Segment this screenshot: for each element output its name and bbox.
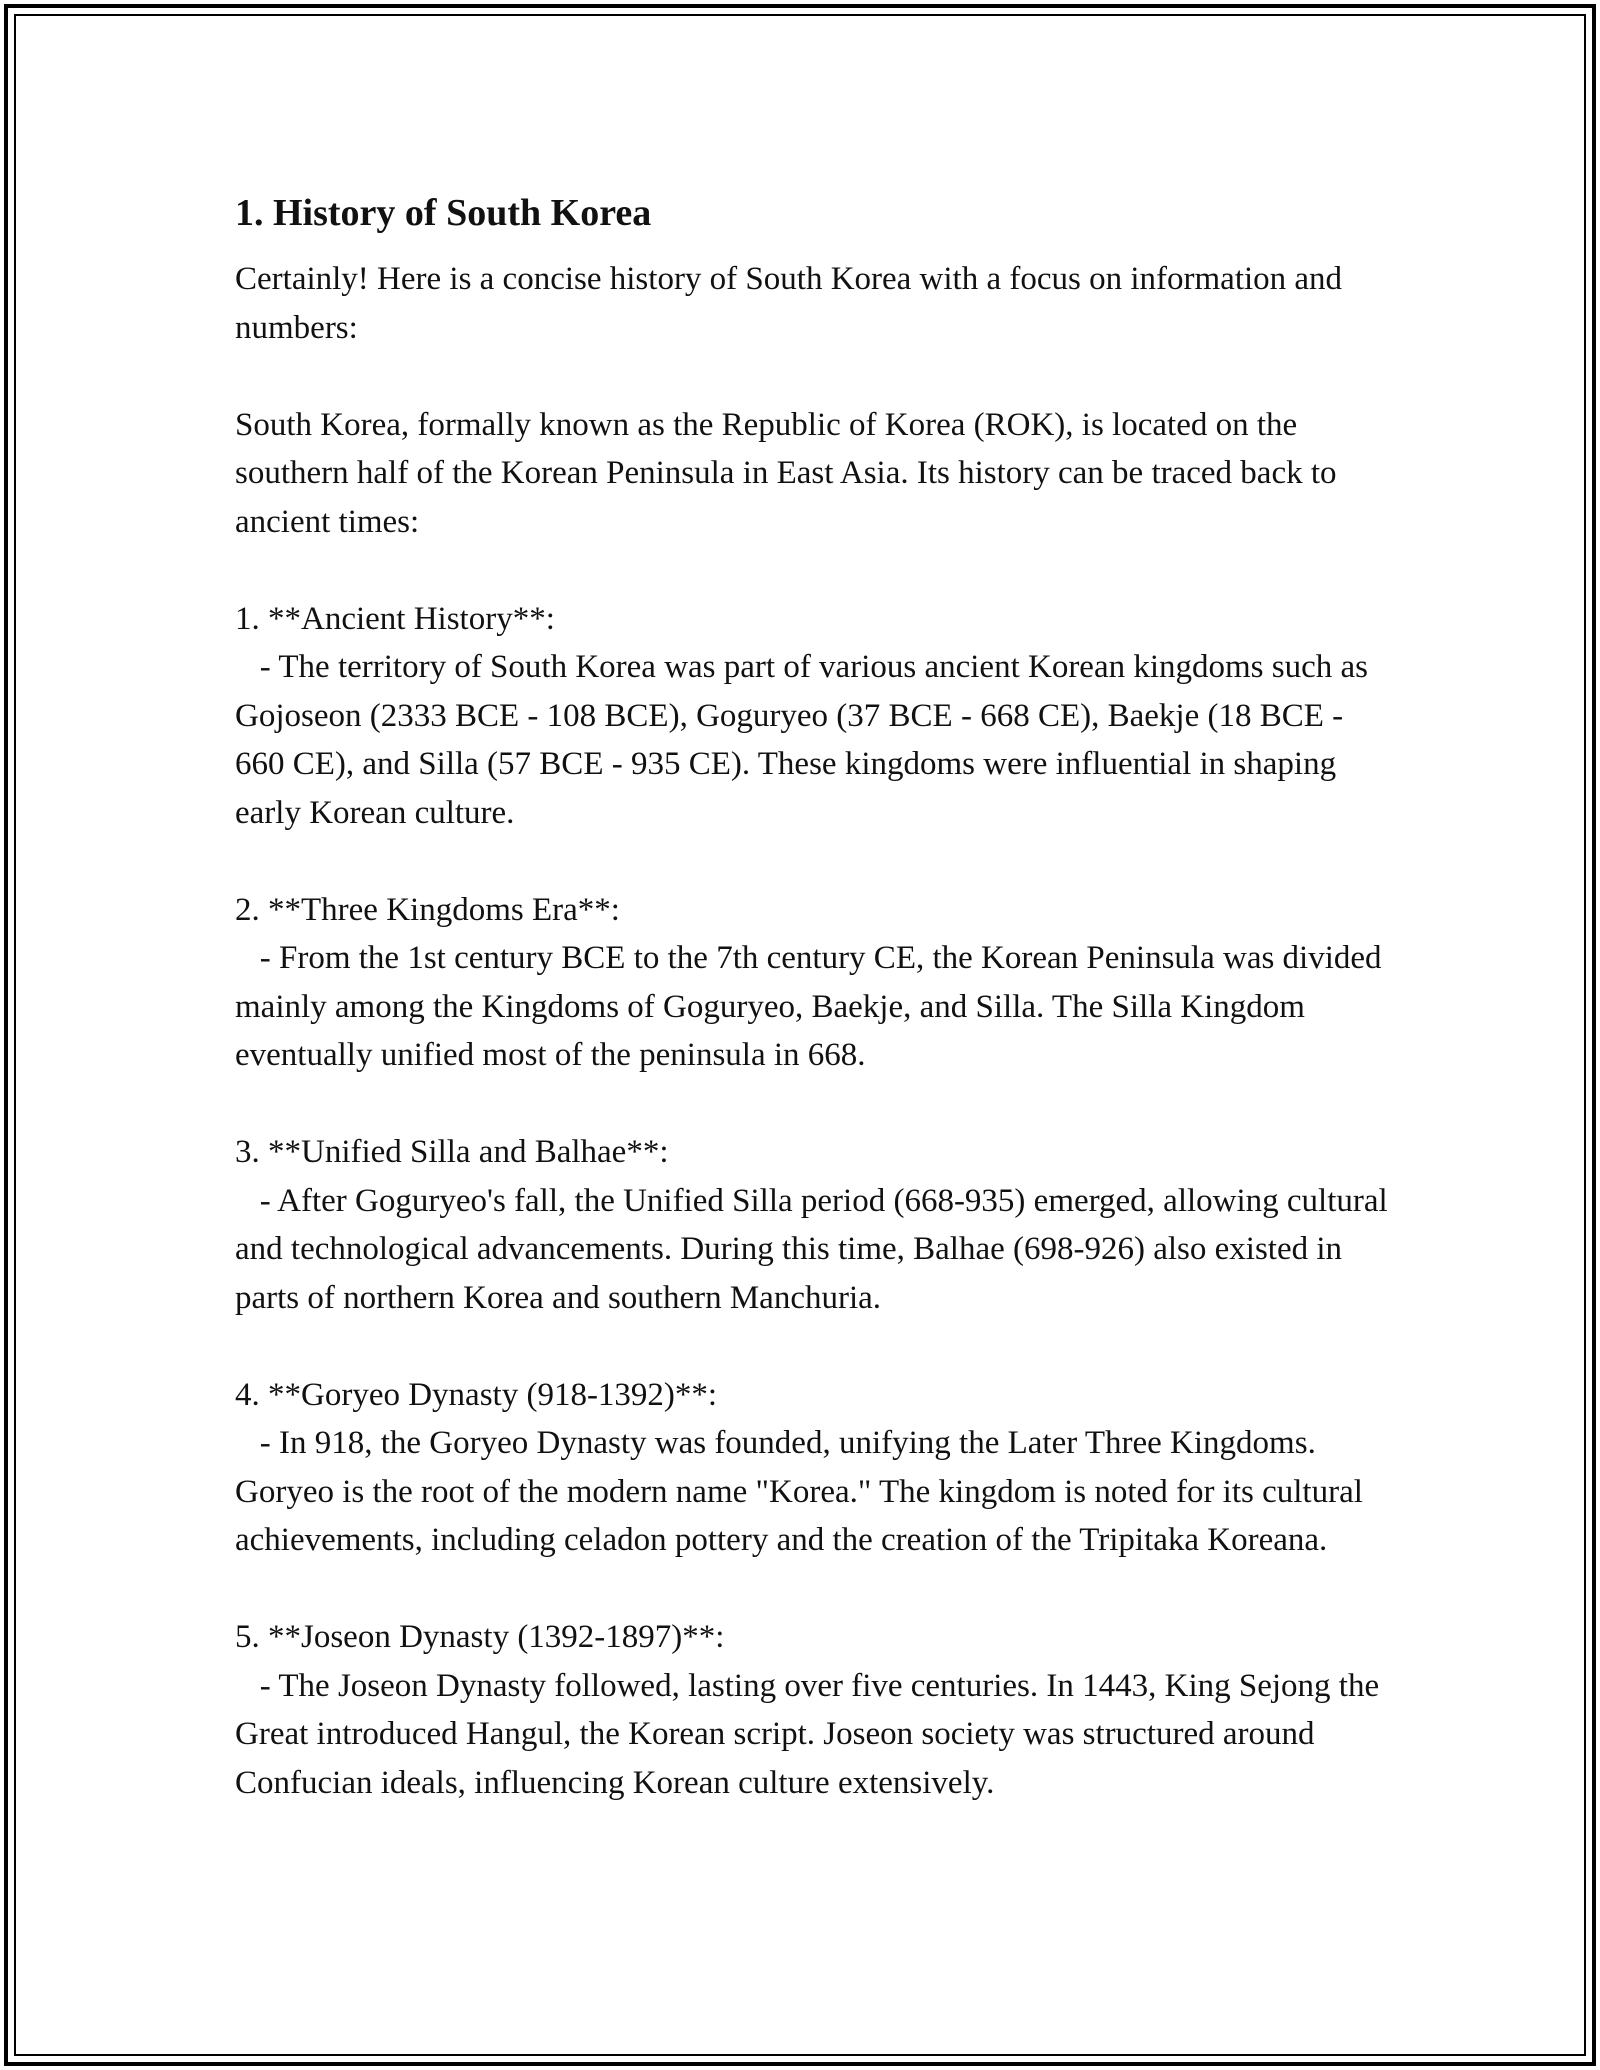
section-heading: 4. **Goryeo Dynasty (918-1392)**: (235, 1376, 718, 1413)
section-three-kingdoms (235, 886, 1395, 1080)
document-title: 1. History of South Korea (235, 192, 652, 234)
section-heading: 3. **Unified Silla and Balhae**: (235, 1134, 669, 1170)
section-body: - The territory of South Korea was part of various ancient Korean kingdoms such as Gojoseon (2333 BCE - 108 BCE), Goguryeo (37 BCE - 668 CE), Baekje (18 BCE - 660 CE), and Silla (57 BCE - 935 CE). These kingdoms were influential in shaping early Korean culture. (235, 649, 1377, 831)
section-body: - After Goguryeo's fall, the Unified Silla period (668-935) emerged, allowing cultural and technological advancements. During this time, Balhae (698-926) also existed in parts of northern Korea and southern Manchuria. (235, 1182, 1396, 1316)
section-unified-silla (235, 1128, 1395, 1322)
section-body: - From the 1st century BCE to the 7th century CE, the Korean Peninsula was divided mainly among the Kingdoms of Goguryeo, Baekje, and Silla. The Silla Kingdom eventually unified most of the peninsula in 668. (235, 940, 1390, 1073)
section-heading: 2. **Three Kingdoms Era**: (235, 891, 620, 928)
section-body: - In 918, the Goryeo Dynasty was founded, unifying the Later Three Kingdoms. Goryeo is the root of the modern name "Korea." The kingdom is noted for its cultural achievements, including celadon pottery and the creation of the Tripitaka Koreana. (235, 1425, 1372, 1558)
intro-paragraph: Certainly! Here is a concise history of South Korea with a focus on information and numbers: (235, 261, 1351, 346)
section-body: - The Joseon Dynasty followed, lasting over five centuries. In 1443, King Sejong the Great introduced Hangul, the Korean script. Joseon society was structured around Confucian ideals, influencing Korean culture extensively. (235, 1667, 1388, 1801)
overview-paragraph: South Korea, formally known as the Republic of Korea (ROK), is located on the southern half of the Korean Peninsula in East Asia. Its history can be traced back to ancient times: (235, 406, 1345, 540)
section-joseon (235, 1613, 1395, 1807)
document-content (235, 185, 1395, 1856)
section-heading: 5. **Joseon Dynasty (1392-1897)**: (235, 1619, 725, 1655)
section-goryeo (235, 1371, 1395, 1565)
section-heading: 1. **Ancient History**: (235, 600, 555, 637)
section-ancient-history (235, 595, 1395, 838)
